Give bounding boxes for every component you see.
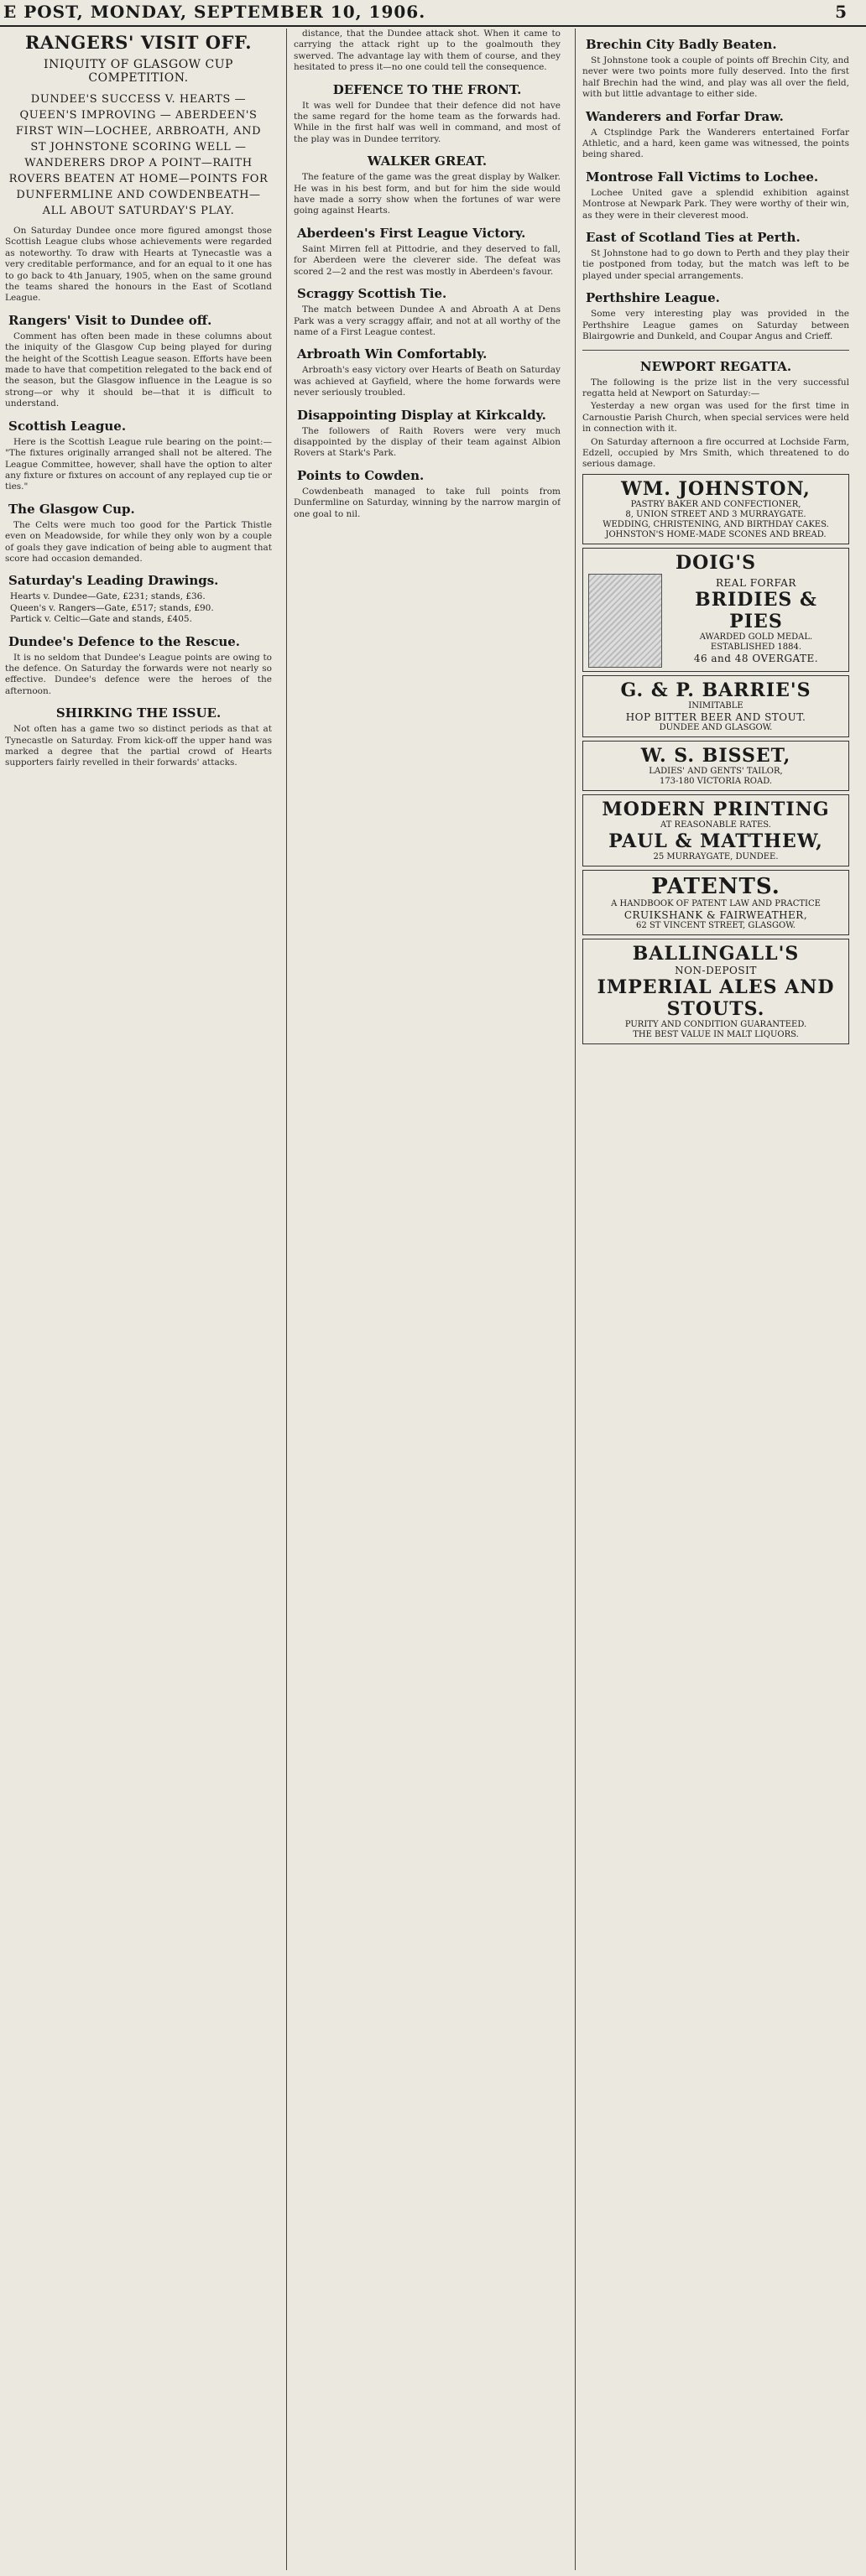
- section-heading: SHIRKING THE ISSUE.: [55, 705, 222, 721]
- advertisement-barrie: [582, 675, 849, 737]
- section-heading: Points to Cowden.: [297, 467, 425, 483]
- ad-line: CRUIKSHANK & FAIRWEATHER,: [623, 908, 808, 921]
- drawing-label: Partick v. Celtic—Gate and stands, £405.: [10, 614, 192, 625]
- article-paragraph: Lochee United gave a splendid exhibition against Montrose at Newpark Park. They were worthy of their win, as they were in their cleverest mood.: [582, 187, 849, 221]
- ad-line: 25 MURRAYGATE, DUNDEE.: [653, 851, 779, 861]
- drawings-table: [10, 591, 267, 625]
- ad-line: NON-DEPOSIT: [675, 964, 757, 976]
- ad-name: G. & P. BARRIE'S: [620, 679, 811, 701]
- section-heading: East of Scotland Ties at Perth.: [586, 230, 801, 246]
- article-paragraph: St Johnstone had to go down to Perth and they play their tie postponed from today, but the match was left to be played under special arrangements.: [582, 248, 849, 281]
- ad-name: W. S. BISSET,: [640, 744, 791, 767]
- headline: RANGERS' VISIT OFF.: [24, 32, 253, 53]
- ad-line: 173-180 VICTORIA ROAD.: [659, 776, 773, 786]
- drawing-label: Queen's v. Rangers—Gate, £517; stands, £90.: [10, 602, 214, 613]
- article-paragraph: Saint Mirren fell at Pittodrie, and they deserved to fall, for Aberdeen were the cleverer side. The defeat was scored 2—2 and the rest was mostly in Aberdeen's favour.: [294, 243, 561, 277]
- ad-name: DOIG'S: [676, 551, 756, 574]
- ad-line: MODERN PRINTING: [602, 798, 830, 820]
- ad-line: PURITY AND CONDITION GUARANTEED.: [624, 1019, 807, 1029]
- advertisement-ballingall: [582, 939, 849, 1044]
- column-rule: [575, 29, 576, 2570]
- ad-line: AT REASONABLE RATES.: [660, 820, 771, 830]
- drawing-row: [10, 603, 267, 614]
- article-paragraph: It was well for Dundee that their defence did not have the same regard for the home team as the forwards had. While in the first half was well in command, and most of the play was in Dundee territory.: [294, 100, 561, 144]
- section-heading: Perthshire League.: [586, 290, 720, 306]
- ad-line: A HANDBOOK OF PATENT LAW AND PRACTICE: [611, 898, 821, 908]
- article-paragraph: Here is the Scottish League rule bearing on the point:— "The fixtures originally arranged shall not be altered. The League Committee, however, shall have the option to alter any fixture or fixtures on account of any replayed cup tie or ties.": [5, 436, 272, 492]
- ad-line: LADIES' AND GENTS' TAILOR,: [649, 766, 783, 776]
- page-number: 5: [835, 2, 848, 22]
- ad-line: AWARDED GOLD MEDAL.: [699, 632, 813, 642]
- ad-name: PATENTS.: [651, 873, 780, 899]
- article-paragraph: The following is the prize list in the very successful regatta held at Newport on Saturday:—: [582, 377, 849, 398]
- drawing-row: [10, 614, 267, 625]
- article-paragraph: St Johnstone took a couple of points off Brechin City, and never were two points more fully deserved. Into the first half Brechin had the wind, and play was all over the field, with but little advantage to either side.: [582, 55, 849, 100]
- section-heading: Brechin City Badly Beaten.: [586, 37, 777, 52]
- section-heading: Arbroath Win Comfortably.: [297, 346, 488, 362]
- section-heading: Montrose Fall Victims to Lochee.: [586, 169, 819, 185]
- advertisement-doig: [582, 548, 849, 672]
- article-paragraph: Some very interesting play was provided in the Perthshire League games on Saturday between Blairgowrie and Dunkeld, and Coupar Angus and Crieff.: [582, 309, 849, 342]
- section-heading: Scraggy Scottish Tie.: [297, 286, 447, 302]
- article-paragraph: Yesterday a new organ was used for the first time in Carnoustie Parish Church, when special services were held in connection with it.: [582, 401, 849, 435]
- article-paragraph: Cowdenbeath managed to take full points from Dunfermline on Saturday, winning by the narrow margin of one goal to nil.: [294, 486, 561, 519]
- article-paragraph: The Celts were much too good for the Partick Thistle even on Meadowside, for while they only won by a couple of goals they gave indication of being able to augment that score had occasion demanded.: [5, 519, 272, 564]
- section-heading: The Glasgow Cup.: [8, 501, 135, 517]
- ad-line: 8, UNION STREET AND 3 MURRAYGATE.: [625, 509, 806, 519]
- article-paragraph: A Ctsplindge Park the Wanderers entertained Forfar Athletic, and a hard, keen game was witnessed, the points being shared.: [582, 127, 849, 160]
- article-paragraph: Not often has a game two so distinct periods as that at Tynecastle on Saturday. From kick-off the upper hand was marked a degree that the partial crowd of Hearts supporters fairly revelled in their forwards' attacks.: [5, 724, 272, 768]
- article-paragraph: Comment has often been made in these columns about the iniquity of the Glasgow Cup being played for during the height of the Scottish League season. Efforts have been made to have that competition relegated to the back end of the season, but the Glasgow influence in the League is so strong—or why it should be—that it is difficult to understand.: [5, 330, 272, 409]
- column-2: [294, 29, 561, 2570]
- ad-line: IMPERIAL ALES AND STOUTS.: [597, 976, 835, 1020]
- advertisement-bisset: [582, 741, 849, 791]
- ad-line: THE BEST VALUE IN MALT LIQUORS.: [633, 1029, 799, 1039]
- divider: [582, 350, 849, 351]
- ad-line: WEDDING, CHRISTENING, AND BIRTHDAY CAKES.: [603, 519, 829, 529]
- section-heading: Scottish League.: [8, 418, 127, 434]
- article-paragraph: The followers of Raith Rovers were very much disappointed by the display of their team against Albion Rovers at Stark's Park.: [294, 425, 561, 459]
- section-heading: Wanderers and Forfar Draw.: [586, 108, 784, 124]
- advertisement-johnston: [582, 474, 849, 544]
- ad-line: PASTRY BAKER AND CONFECTIONER,: [630, 499, 801, 509]
- ad-name: BALLINGALL'S: [632, 942, 800, 965]
- section-heading: NEWPORT REGATTA.: [639, 358, 792, 374]
- ad-line: PAUL & MATTHEW,: [608, 830, 823, 852]
- article-paragraph: It is no seldom that Dundee's League points are owing to the defence. On Saturday the forwards were not nearly so effective. Dundee's defence were the heroes of the afternoon.: [5, 652, 272, 696]
- ad-name: WM. JOHNSTON,: [621, 477, 811, 500]
- portrait-image: [588, 574, 662, 668]
- masthead: [0, 0, 866, 27]
- section-heading: Rangers' Visit to Dundee off.: [8, 312, 212, 328]
- article-paragraph: distance, that the Dundee attack shot. When it came to carrying the attack right up to the goalmouth they swerved. The advantage lay with them of course, and they hesitated to press it—no one could tell the consequence.: [294, 29, 561, 73]
- ad-line: HOP BITTER BEER AND STOUT.: [625, 710, 806, 723]
- section-heading: Aberdeen's First League Victory.: [297, 225, 526, 241]
- column-3: [582, 29, 849, 2570]
- section-heading: Dundee's Defence to the Rescue.: [8, 633, 241, 649]
- advertisement-modern-printing: [582, 794, 849, 866]
- drawing-row: [10, 591, 267, 602]
- ad-line: REAL FORFAR: [716, 576, 796, 589]
- ad-line: BRIDIES & PIES: [695, 588, 817, 632]
- section-heading: DEFENCE TO THE FRONT.: [332, 81, 522, 97]
- article-paragraph: The feature of the game was the great display by Walker. He was in his best form, and but for him the side would have made a sorry show when the fortunes of war were going against Hearts.: [294, 172, 561, 216]
- article-paragraph: Arbroath's easy victory over Hearts of Beath on Saturday was achieved at Gayfield, where the home forwards were never seriously troubled.: [294, 365, 561, 398]
- deck: DUNDEE'S SUCCESS V. HEARTS — QUEEN'S IMPROVING — ABERDEEN'S FIRST WIN—LOCHEE, ARBROATH, AND ST JOHNSTONE SCORING WELL — WANDERERS DROP A POINT—RAITH ROVERS BEATEN AT HOME—POINTS FOR DUNFERMLINE AND COWDENBEATH—ALL ABOUT SATURDAY'S PLAY.: [8, 93, 269, 217]
- section-heading: Disappointing Display at Kirkcaldy.: [297, 407, 546, 423]
- ad-line: DUNDEE AND GLASGOW.: [659, 722, 773, 732]
- ad-line: 62 ST VINCENT STREET, GLASGOW.: [636, 920, 796, 930]
- ad-line: INIMITABLE: [688, 700, 743, 710]
- ad-line: JOHNSTON'S HOME-MADE SCONES AND BREAD.: [605, 529, 827, 539]
- ad-line: ESTABLISHED 1884.: [710, 642, 802, 652]
- section-heading: WALKER GREAT.: [367, 154, 488, 169]
- column-1: [5, 29, 272, 2570]
- lead-paragraph: On Saturday Dundee once more figured amongst those Scottish League clubs whose achievements were regarded as noteworthy. To draw with Hearts at Tynecastle was a very creditable performance, and for an equal to it one has to go back to 4th January, 1905, when on the same ground the teams shared the honours in the East of Scotland League.: [5, 226, 272, 304]
- drawing-label: Hearts v. Dundee—Gate, £231; stands, £36.: [10, 591, 206, 602]
- advertisement-patents: [582, 870, 849, 935]
- column-rule: [286, 29, 287, 2570]
- masthead-title: E POST, MONDAY, SEPTEMBER 10, 1906.: [3, 2, 426, 22]
- article-paragraph: The match between Dundee A and Abroath A at Dens Park was a very scraggy affair, and not at all worthy of the name of a First League contest.: [294, 304, 561, 337]
- subheadline: INIQUITY OF GLASGOW CUP COMPETITION.: [44, 58, 233, 85]
- section-heading: Saturday's Leading Drawings.: [8, 573, 219, 589]
- article-paragraph: On Saturday afternoon a fire occurred at Lochside Farm, Edzell, occupied by Mrs Smith, which threatened to do serious damage.: [582, 436, 849, 470]
- ad-line: 46 and 48 OVERGATE.: [693, 652, 819, 664]
